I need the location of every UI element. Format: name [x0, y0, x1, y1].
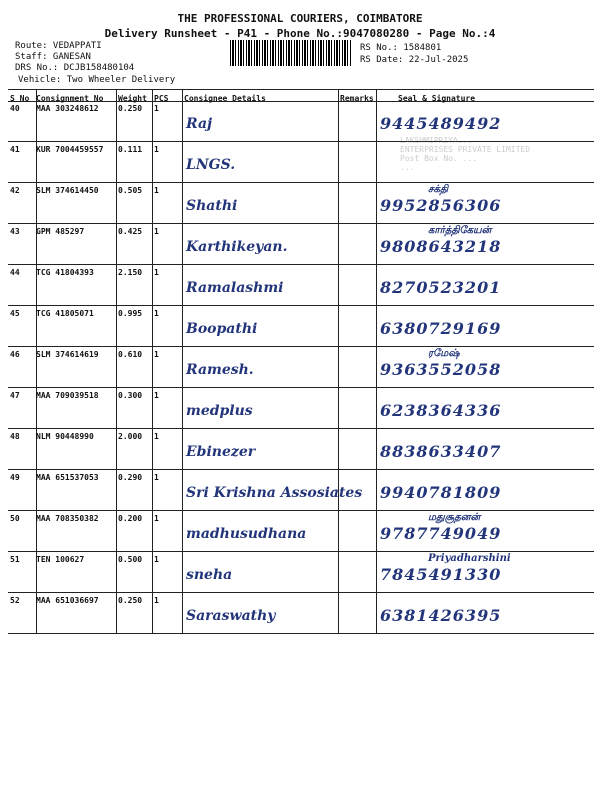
table-row — [8, 510, 594, 552]
row-pcs: 1 — [154, 391, 159, 400]
row-pcs: 1 — [154, 145, 159, 154]
col-pcs: PCS — [154, 94, 169, 103]
row-weight: 0.300 — [118, 391, 143, 400]
row-pcs: 1 — [154, 555, 159, 564]
row-pcs: 1 — [154, 186, 159, 195]
table-row — [8, 428, 594, 470]
row-pcs: 1 — [154, 104, 159, 113]
table-row — [8, 264, 594, 306]
consignee-name: Shathi — [186, 198, 238, 214]
consignee-phone: 9363552058 — [380, 360, 502, 379]
table-row — [8, 592, 594, 634]
row-weight: 0.995 — [118, 309, 143, 318]
rs-number: RS No.: 1584801 — [360, 43, 442, 53]
row-sno: 45 — [10, 309, 20, 318]
row-consignment-no: MAA 709039518 — [36, 391, 99, 400]
row-pcs: 1 — [154, 268, 159, 277]
signature: ரமேஷ் — [428, 348, 460, 359]
row-sno: 51 — [10, 555, 20, 564]
row-weight: 2.000 — [118, 432, 143, 441]
drs-label: DRS No.: DCJB158480104 — [15, 63, 135, 73]
row-sno: 43 — [10, 227, 20, 236]
table-row — [8, 551, 594, 593]
consignee-name: Ramesh. — [186, 362, 254, 378]
row-sno: 50 — [10, 514, 20, 523]
table-row — [8, 223, 594, 265]
consignee-phone: 9445489492 — [380, 114, 502, 133]
row-consignment-no: TCG 41805071 — [36, 309, 94, 318]
row-weight: 2.150 — [118, 268, 143, 277]
signature: சக்தி — [428, 184, 449, 195]
row-weight: 0.250 — [118, 104, 143, 113]
row-consignment-no: MAA 651036697 — [36, 596, 99, 605]
col-remarks: Remarks — [340, 94, 374, 103]
barcode — [230, 40, 352, 66]
row-weight: 0.250 — [118, 596, 143, 605]
consignee-name: Ramalashmi — [186, 280, 284, 296]
row-weight: 0.290 — [118, 473, 143, 482]
row-sno: 40 — [10, 104, 20, 113]
table-row — [8, 387, 594, 429]
row-consignment-no: TCG 41804393 — [36, 268, 94, 277]
row-consignment-no: GPM 485297 — [36, 227, 85, 236]
row-pcs: 1 — [154, 309, 159, 318]
row-sno: 41 — [10, 145, 20, 154]
company-title: THE PROFESSIONAL COURIERS, COIMBATORE — [177, 12, 423, 25]
row-consignment-no: MAA 708350382 — [36, 514, 99, 523]
consignee-phone: 8838633407 — [380, 442, 502, 461]
row-pcs: 1 — [154, 514, 159, 523]
consignee-phone: 9808643218 — [380, 237, 502, 256]
company-stamp: LAKSHMIPRIYA... ENTERPRISES PRIVATE LIMITED Post Box No. ... ... — [400, 136, 531, 172]
runsheet-title: Delivery Runsheet - P41 - Phone No.:9047080280 - Page No.:4 — [104, 27, 496, 40]
row-pcs: 1 — [154, 473, 159, 482]
row-sno: 44 — [10, 268, 20, 277]
row-weight: 0.200 — [118, 514, 143, 523]
row-consignment-no: SLM 374614450 — [36, 186, 99, 195]
table-row — [8, 469, 594, 511]
signature: கார்த்திகேயன் — [428, 225, 492, 236]
row-consignment-no: NLM 90448990 — [36, 432, 94, 441]
row-pcs: 1 — [154, 227, 159, 236]
row-consignment-no: TEN 100627 — [36, 555, 85, 564]
consignee-phone: 6238364336 — [380, 401, 502, 420]
col-sno: S No — [10, 94, 30, 103]
col-consignment: Consignment No — [36, 94, 104, 103]
col-seal: Seal & Signature — [398, 94, 476, 103]
consignee-phone: 6380729169 — [380, 319, 502, 338]
row-sno: 49 — [10, 473, 20, 482]
row-consignment-no: MAA 303248612 — [36, 104, 99, 113]
consignee-phone: 6381426395 — [380, 606, 502, 625]
consignee-name: Boopathi — [186, 321, 258, 337]
consignee-phone: 9787749049 — [380, 524, 502, 543]
consignee-name: Karthikeyan. — [186, 239, 288, 255]
row-sno: 52 — [10, 596, 20, 605]
row-weight: 0.500 — [118, 555, 143, 564]
row-weight: 0.425 — [118, 227, 143, 236]
row-sno: 46 — [10, 350, 20, 359]
consignee-name: LNGS. — [186, 157, 236, 173]
rs-date: RS Date: 22-Jul-2025 — [360, 55, 469, 65]
consignee-phone: 9952856306 — [380, 196, 502, 215]
vehicle-label: Vehicle: Two Wheeler Delivery — [18, 75, 176, 85]
consignee-name: Sri Krishna Assosiates — [186, 485, 363, 501]
row-sno: 48 — [10, 432, 20, 441]
row-weight: 0.111 — [118, 145, 143, 154]
row-sno: 47 — [10, 391, 20, 400]
row-weight: 0.610 — [118, 350, 143, 359]
consignee-name: madhusudhana — [186, 526, 307, 542]
table-row — [8, 305, 594, 347]
row-consignment-no: SLM 374614619 — [36, 350, 99, 359]
row-consignment-no: KUR 7004459557 — [36, 145, 104, 154]
consignee-phone: 9940781809 — [380, 483, 502, 502]
row-sno: 42 — [10, 186, 20, 195]
table-row — [8, 346, 594, 388]
signature: மதுசூதனன் — [428, 512, 481, 523]
row-pcs: 1 — [154, 432, 159, 441]
consignee-name: medplus — [186, 403, 253, 419]
consignee-phone: 8270523201 — [380, 278, 502, 297]
row-consignment-no: MAA 651537053 — [36, 473, 99, 482]
row-pcs: 1 — [154, 350, 159, 359]
consignee-phone: 7845491330 — [380, 565, 502, 584]
consignee-name: Ebinezer — [186, 444, 256, 460]
staff-label: Staff: GANESAN — [15, 52, 91, 62]
row-weight: 0.505 — [118, 186, 143, 195]
consignee-name: Raj — [186, 116, 213, 132]
consignee-name: Saraswathy — [186, 608, 276, 624]
consignee-name: sneha — [186, 567, 233, 583]
col-weight: Weight — [118, 94, 147, 103]
signature: Priyadharshini — [428, 553, 511, 564]
col-consignee: Consignee Details — [184, 94, 266, 103]
row-pcs: 1 — [154, 596, 159, 605]
route-label: Route: VEDAPPATI — [15, 41, 102, 51]
